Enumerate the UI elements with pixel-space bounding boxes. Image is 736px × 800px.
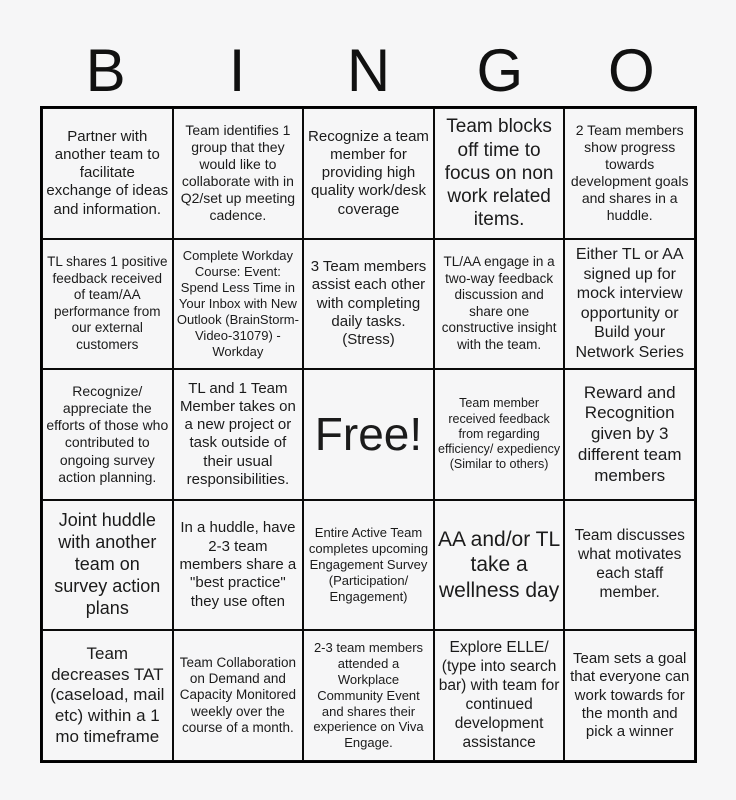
title-letter-g: G: [476, 37, 524, 104]
bingo-cell-text: Team Collaboration on Demand and Capacity Monitored weekly over the course of a month.: [179, 654, 297, 736]
bingo-cell-r4c4[interactable]: [434, 500, 565, 631]
bingo-cell-text: Recognize a team member for providing high quality work/desk coverage: [308, 127, 429, 218]
bingo-cell-text: Recognize/ appreciate the efforts of those who contributed to ongoing survey action planning.: [46, 383, 169, 485]
bingo-cell-text: TL shares 1 positive feedback received of team/AA performance from our external customers: [47, 254, 168, 352]
bingo-cell-text: Team sets a goal that everyone can work towards for the month and pick a winner: [570, 649, 690, 741]
bingo-cell-text: In a huddle, have 2-3 team members share a "best practice" they use often: [179, 519, 297, 610]
bingo-cell-r1c2[interactable]: [173, 108, 304, 239]
bingo-card-grid: [40, 106, 697, 763]
bingo-cell-r5c2[interactable]: [173, 630, 304, 761]
bingo-cell-text: Complete Workday Course: Event: Spend Less Time in Your Inbox with New Outlook (BrainStorm-Video-31079) - Workday: [176, 248, 299, 359]
bingo-cell-r2c1[interactable]: [42, 239, 173, 370]
bingo-cell-r1c5[interactable]: [564, 108, 695, 239]
bingo-cell-text: 2 Team members show progress towards development goals and shares in a huddle.: [570, 122, 689, 224]
bingo-cell-text: Either TL or AA signed up for mock interview opportunity or Build your Network Series: [575, 246, 684, 361]
bingo-cell-text: Team decreases TAT (caseload, mail etc) within a 1 mo timeframe: [50, 643, 165, 746]
bingo-title: [40, 37, 697, 104]
free-space-cell[interactable]: [303, 369, 434, 500]
bingo-cell-text: Entire Active Team completes upcoming Engagement Survey (Participation/ Engagement): [308, 525, 429, 604]
title-letter-n: N: [346, 37, 391, 104]
bingo-cell-r4c2[interactable]: [173, 500, 304, 631]
bingo-cell-r5c3[interactable]: [303, 630, 434, 761]
bingo-cell-text: Team member received feedback from regarding efficiency/ expediency (Similar to others): [438, 396, 561, 472]
bingo-cell-text: Team blocks off time to focus on non work related items.: [444, 116, 554, 231]
bingo-cell-r4c3[interactable]: [303, 500, 434, 631]
bingo-cell-r2c4[interactable]: [434, 239, 565, 370]
bingo-cell-r3c5[interactable]: [564, 369, 695, 500]
bingo-cell-text: TL and 1 Team Member takes on a new project or task outside of their usual responsibilities.: [179, 379, 296, 489]
bingo-cell-r4c5[interactable]: [564, 500, 695, 631]
title-letter-i: I: [228, 37, 246, 104]
bingo-cell-r2c2[interactable]: [173, 239, 304, 370]
bingo-cell-text: 3 Team members assist each other with completing daily tasks. (Stress): [310, 258, 427, 349]
bingo-cell-text: AA and/or TL take a wellness day: [437, 527, 561, 602]
bingo-cell-r4c1[interactable]: [42, 500, 173, 631]
bingo-cell-text: Explore ELLE/ (type into search bar) with team for continued development assistance: [438, 638, 560, 751]
bingo-cell-r3c4[interactable]: [434, 369, 565, 500]
bingo-cell-text: Team discusses what motivates each staff member.: [574, 527, 685, 601]
bingo-cell-r2c3[interactable]: [303, 239, 434, 370]
bingo-cell-r2c5[interactable]: [564, 239, 695, 370]
title-letter-b: B: [85, 37, 126, 104]
bingo-cell-r3c1[interactable]: [42, 369, 173, 500]
bingo-cell-text: Team identifies 1 group that they would like to collaborate with in Q2/set up meeting cadence.: [180, 122, 296, 224]
bingo-cell-text: Joint huddle with another team on survey action plans: [54, 510, 161, 619]
free-space-text: Free!: [314, 408, 423, 461]
bingo-cell-text: Partner with another team to facilitate exchange of ideas and information.: [46, 127, 169, 218]
bingo-cell-r5c5[interactable]: [564, 630, 695, 761]
title-letter-o: O: [607, 37, 655, 104]
bingo-cell-text: Reward and Recognition given by 3 different team members: [577, 382, 682, 485]
bingo-cell-r3c2[interactable]: [173, 369, 304, 500]
bingo-cell-text: 2-3 team members attended a Workplace Community Event and shares their experience on Viva Engage.: [313, 640, 424, 751]
bingo-cell-r5c4[interactable]: [434, 630, 565, 761]
bingo-cell-text: TL/AA engage in a two-way feedback discussion and share one constructive insight with the team.: [441, 254, 557, 352]
bingo-cell-r1c1[interactable]: [42, 108, 173, 239]
bingo-cell-r1c4[interactable]: [434, 108, 565, 239]
bingo-cell-r5c1[interactable]: [42, 630, 173, 761]
bingo-cell-r1c3[interactable]: [303, 108, 434, 239]
